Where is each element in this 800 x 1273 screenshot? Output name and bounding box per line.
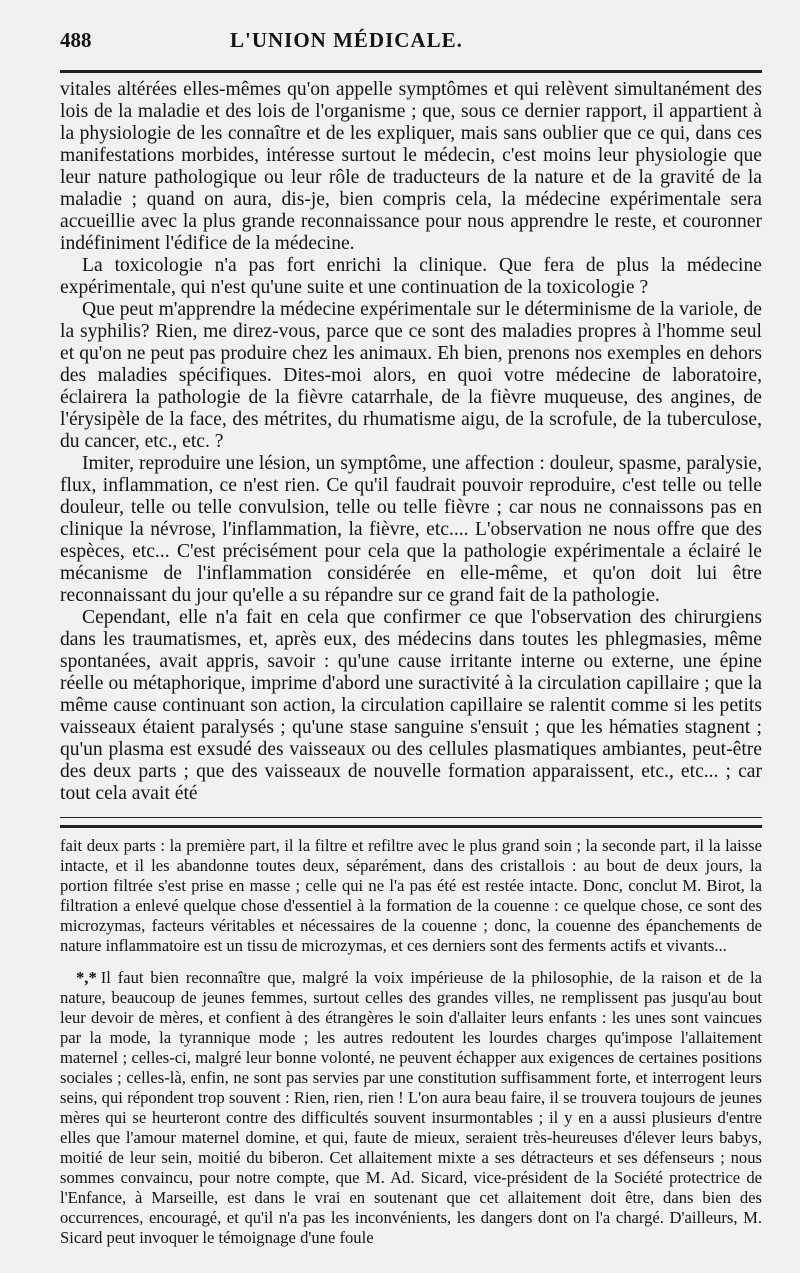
feuilleton-paragraph-text: Il faut bien reconnaître que, malgré la voix impérieuse de la philosophie, de la raison et de la nature, beaucoup de jeunes femmes, surtout celles des grandes villes, ne remplissent pas jusqu'au bout leur devoir de mères, et confient à des étrangères le soin d'allaiter leurs enfants : les unes sont vaincues par la mode, la tyrannique mode ; les autres redoutent les lourdes charges qu'impose l'allaitement maternel ; celles-ci, malgré leur bonne volonté, ne peuvent échapper aux exigences de certaines positions sociales ; celles-là, enfin, ne sont pas servies par une constitution suffisamment forte, et interrogent leurs seins, qui répondent trop souvent : Rien, rien, rien ! L'on aura beau faire, il se trouvera toujours de jeunes mères qui se heurteront contre des difficultés souvent insurmontables ; il y en a aussi plusieurs d'entre elles que l'amour maternel domine, et qui, faute de mieux, seraient très-heureuses d'élever leurs babys, moitié de leur sein, moitié du biberon. Cet allaitement mixte a ses détracteurs et ses défenseurs ; nous sommes convaincu, pour notre compte, que M. Ad. Sicard, vice-président de la Société protectrice de l'Enfance, à Marseille, est dans le vrai en soutenant que cet allaitement doit être, dans bien des occurrences, encouragé, et qu'il n'a pas les inconvénients, les dangers dont on l'a chargé. D'ailleurs, M. Sicard peut invoquer le témoignage d'une foule [60, 968, 762, 1247]
paragraph: La toxicologie n'a pas fort enrichi la clinique. Que fera de plus la médecine expérimentale, qui n'est qu'une suite et une continuation de la toxicologie ? [60, 255, 762, 298]
feuilleton-text [60, 836, 762, 1248]
page-number: 488 [60, 28, 92, 52]
main-text [60, 79, 762, 805]
running-head: L'UNION MÉDICALE. [230, 28, 463, 52]
page-header [60, 28, 762, 60]
paragraph: Cependant, elle n'a fait en cela que confirmer ce que l'observation des chirurgiens dans les traumatismes, et, après eux, des médecins dans toutes les phlegmasies, même spontanées, avait appris, savoir : qu'une cause irritante interne ou externe, une épine réelle ou métaphorique, imprime d'abord une suractivité à la circulation capillaire ; que la même cause continuant son action, la circulation capillaire se ralentit comme si les petits vaisseaux étaient paralysés ; qu'une stase sanguine s'ensuit ; que les hématies stagnent ; qu'un plasma est exsudé des vaisseaux ou des cellules plasmatiques ambiantes, peut-être des deux parts ; que des vaisseaux de nouvelle formation apparaissent, etc., etc... ; car tout cela avait été [60, 607, 762, 804]
section-divider [60, 817, 762, 828]
header-rule [60, 70, 762, 73]
asterism: *,* [76, 968, 97, 987]
paragraph: vitales altérées elles-mêmes qu'on appelle symptômes et qui relèvent simultanément des lois de la maladie et des lois de l'organisme ; que, sous ce dernier rapport, il appartient à la physiologie de les connaître et de les expliquer, mais sans oublier que ce qui, dans ces manifestations morbides, intéresse surtout le médecin, c'est moins leur physiologie que leur nature pathologique ou leur rôle de traducteurs de la nature et de la gravité de la maladie ; quand on aura, dis-je, bien compris cela, la médecine expérimentale sera accueillie avec la plus grande reconnaissance pour nous apprendre le reste, et couronner indéfiniment l'édifice de la médecine. [60, 79, 762, 254]
paragraph: Imiter, reproduire une lésion, un symptôme, une affection : douleur, spasme, paralysie, flux, inflammation, ce n'est rien. Ce qu'il faudrait pouvoir reproduire, c'est telle ou telle douleur, telle ou telle convulsion, telle ou telle fièvre ; car nous ne connaissons pas en clinique la névrose, l'inflammation, la fièvre, etc.... L'observation ne nous offre que des espèces, etc... C'est précisément pour cela que la pathologie expérimentale a éclairé le mécanisme de l'inflammation considérée en elle-même, et qu'on doit lui être reconnaissant du jour qu'elle a su répandre sur ce grand fait de la pathologie. [60, 453, 762, 606]
feuilleton-paragraph [60, 968, 762, 1248]
paragraph: Que peut m'apprendre la médecine expérimentale sur le déterminisme de la variole, de la syphilis? Rien, me direz-vous, parce que ce sont des maladies propres à l'homme seul et qu'on ne peut pas produire chez les animaux. Eh bien, prenons nos exemples en dehors des maladies spécifiques. Dites-moi alors, en quoi votre médecine de laboratoire, éclairera la pathologie de la fièvre catarrhale, de la fièvre muqueuse, des angines, de l'érysipèle de la face, des métrites, du rhumatisme aigu, de la scrofule, de la tuberculose, du cancer, etc., etc. ? [60, 299, 762, 452]
feuilleton-paragraph: fait deux parts : la première part, il la filtre et refiltre avec le plus grand soin ; la seconde part, il la laisse intacte, et il les abandonne toutes deux, séparément, dans des cristallois : au bout de deux jours, la portion filtrée s'est prise en masse ; celle qui ne l'a pas été est restée intacte. Donc, conclut M. Birot, la filtration a enlevé quelque chose d'essentiel à la formation de la couenne : ce quelque chose, ce sont des microzymas, facteurs véritables et nécessaires de la couenne ; donc, la couenne des épanchements de nature inflammatoire est un tissu de microzymas, et ces derniers sont des ferments actifs et vivants... [60, 836, 762, 955]
